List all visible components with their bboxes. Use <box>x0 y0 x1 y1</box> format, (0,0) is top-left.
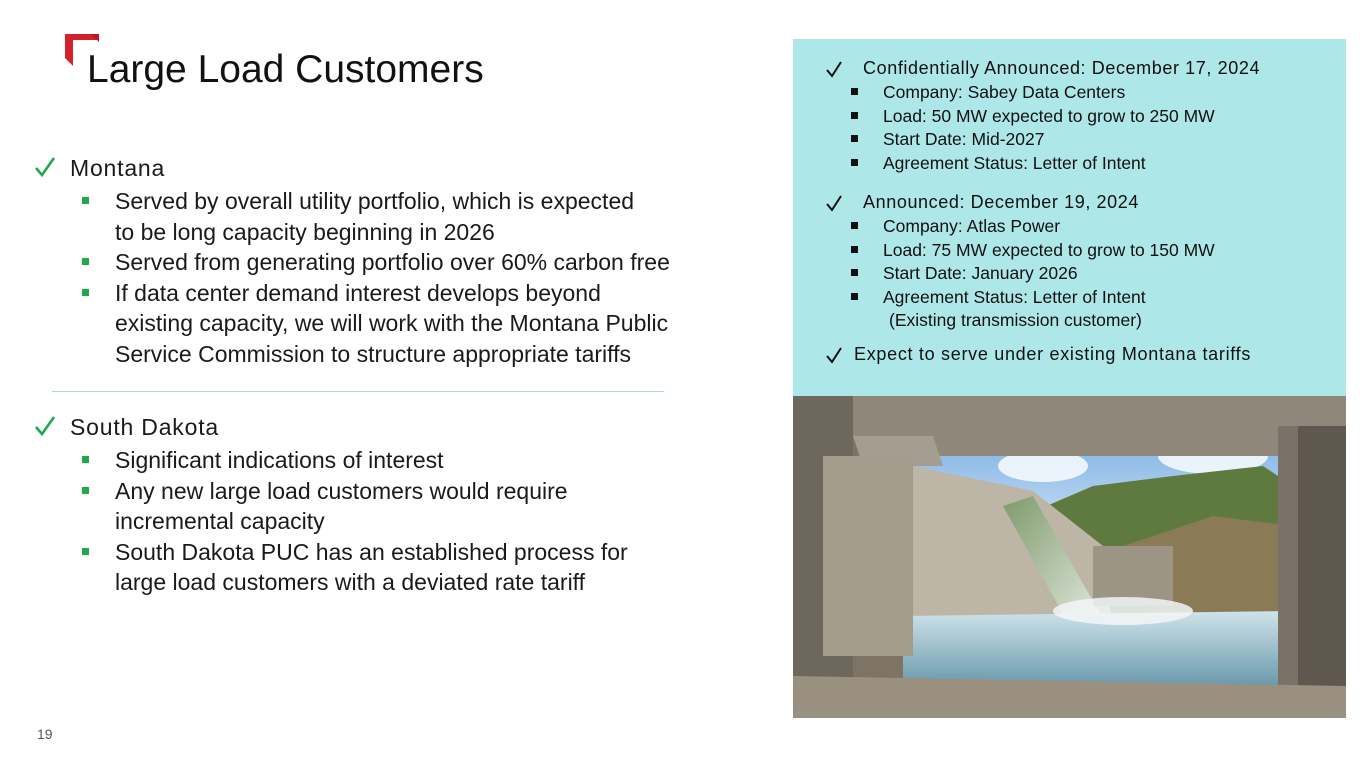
section-name: South Dakota <box>70 414 219 440</box>
list-item: Start Date: January 2026 <box>851 262 1215 286</box>
list-item: Agreement Status: Letter of Intent <box>851 152 1260 176</box>
list-item: Load: 50 MW expected to grow to 250 MW <box>851 105 1260 129</box>
check-icon <box>34 156 56 178</box>
bullet-square-icon <box>82 548 89 555</box>
slide-title: Large Load Customers <box>87 48 484 91</box>
bullet-square-icon <box>851 246 858 253</box>
check-icon <box>825 60 843 78</box>
bullet-square-icon <box>851 159 858 166</box>
section-name: Montana <box>70 155 166 181</box>
bullet-square-icon <box>82 456 89 463</box>
announcement-note: (Existing transmission customer) <box>889 310 1142 331</box>
announcement-heading: Announced: December 19, 2024 <box>863 192 1139 212</box>
bullet-square-icon <box>851 293 858 300</box>
panel-footer <box>825 344 1251 365</box>
announcement-group <box>825 58 1260 175</box>
bullet-square-icon <box>851 112 858 119</box>
bullet-square-icon <box>851 88 858 95</box>
bullet-square-icon <box>82 197 89 204</box>
list-item: Any new large load customers would require incremental capacity <box>82 476 628 537</box>
list-item: If data center demand interest develops beyond existing capacity, we will work with the Montana Public Service Commission to structure appropriate tariffs <box>82 278 670 370</box>
bullet-square-icon <box>82 289 89 296</box>
list-item: Company: Atlas Power <box>851 215 1215 239</box>
check-icon <box>825 346 843 364</box>
bullet-square-icon <box>82 487 89 494</box>
announcements-panel <box>793 39 1346 396</box>
list-item: South Dakota PUC has an established process for large load customers with a deviated rate tariff <box>82 537 628 598</box>
section-montana <box>34 148 670 370</box>
bullet-square-icon <box>851 222 858 229</box>
section-divider <box>52 391 664 392</box>
dam-photo <box>793 396 1346 718</box>
list-item: Agreement Status: Letter of Intent <box>851 286 1215 310</box>
list-item: Start Date: Mid-2027 <box>851 128 1260 152</box>
bullet-square-icon <box>851 135 858 142</box>
announcement-heading: Confidentially Announced: December 17, 2024 <box>863 58 1261 78</box>
check-icon <box>825 194 843 212</box>
bullet-square-icon <box>851 269 858 276</box>
list-item: Served by overall utility portfolio, which is expected to be long capacity beginning in 2026 <box>82 186 670 247</box>
check-icon <box>34 415 56 437</box>
dam-photo-icon <box>793 396 1346 718</box>
panel-footer-text: Expect to serve under existing Montana tariffs <box>854 344 1252 364</box>
list-item: Load: 75 MW expected to grow to 150 MW <box>851 239 1215 263</box>
bullet-square-icon <box>82 258 89 265</box>
section-south-dakota <box>34 407 628 598</box>
page-number: 19 <box>37 726 53 742</box>
list-item: Significant indications of interest <box>82 445 628 476</box>
announcement-group <box>825 192 1215 332</box>
list-item: Served from generating portfolio over 60% carbon free <box>82 247 670 278</box>
list-item: Company: Sabey Data Centers <box>851 81 1260 105</box>
